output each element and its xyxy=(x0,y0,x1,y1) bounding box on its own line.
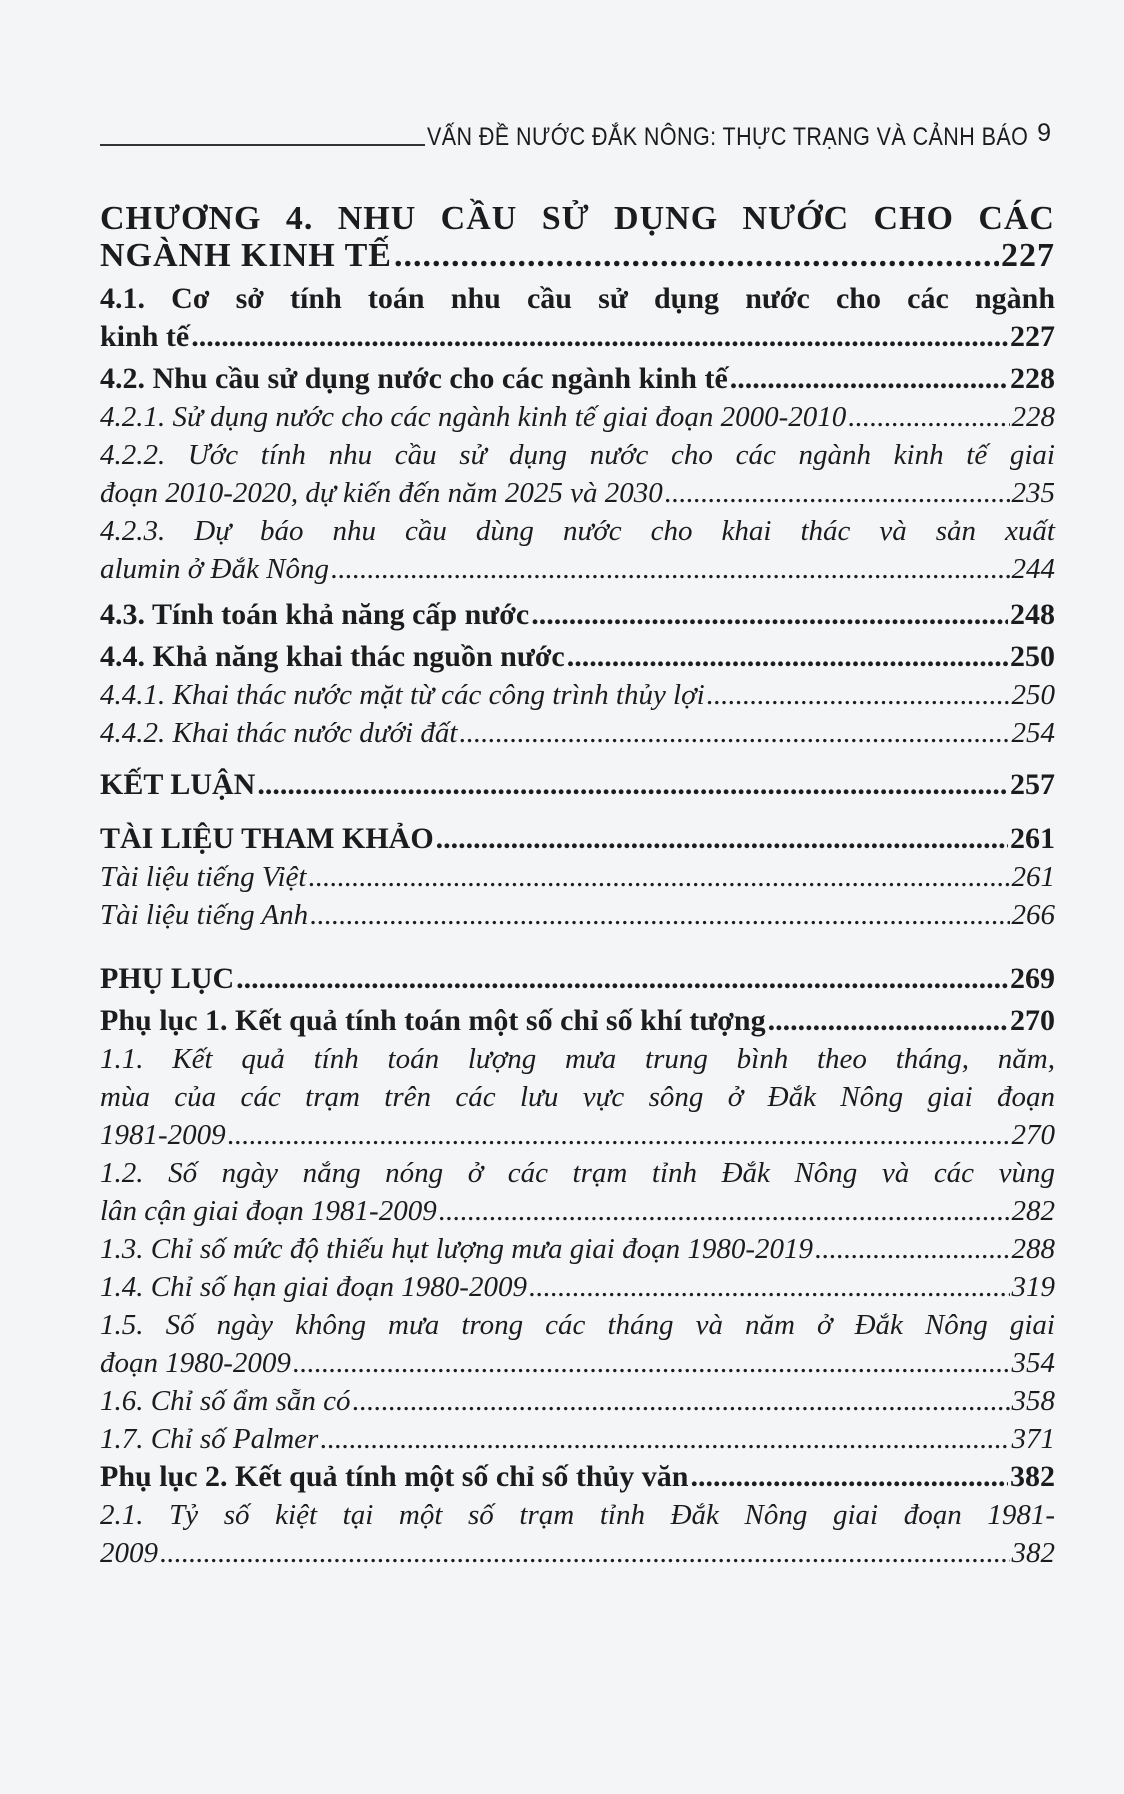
toc-page-number: 319 xyxy=(1011,1271,1055,1303)
toc-entry-line xyxy=(100,1002,1055,1040)
toc-entry xyxy=(100,1420,1055,1458)
toc-entry-line xyxy=(100,960,1055,998)
toc-entry-line xyxy=(100,1230,1055,1268)
toc-entry xyxy=(100,398,1055,436)
toc-leader-dots xyxy=(310,896,1009,934)
toc-leader-dots xyxy=(320,1420,1009,1458)
toc-entry-title: 4.2.2. Ước tính nhu cầu sử dụng nước cho các ngành kinh tế giai xyxy=(100,439,1055,471)
toc-leader-dots xyxy=(160,1534,1010,1572)
toc-leader-dots xyxy=(730,360,1008,398)
toc-entry-title: 1.1. Kết quả tính toán lượng mưa trung bình theo tháng, năm, xyxy=(100,1043,1055,1075)
toc-entry-title: 4.2.1. Sử dụng nước cho các ngành kinh tế giai đoạn 2000-2010 xyxy=(100,401,847,433)
toc-leader-dots xyxy=(531,596,1008,634)
toc-entry-line xyxy=(100,638,1055,676)
toc-entry-line xyxy=(100,1268,1055,1306)
toc-page-number: 227 xyxy=(1001,237,1055,274)
toc-entry-line xyxy=(100,1344,1055,1382)
toc-entry-title: kinh tế xyxy=(100,320,190,353)
toc-entry-line xyxy=(100,858,1055,896)
toc-page-number: 354 xyxy=(1011,1347,1055,1379)
toc-entry xyxy=(100,820,1055,858)
toc-leader-dots xyxy=(459,714,1009,752)
toc-entry-line xyxy=(100,474,1055,512)
running-header xyxy=(100,112,1055,152)
toc-entry-title: PHỤ LỤC xyxy=(100,962,235,995)
toc-entry-line xyxy=(100,676,1055,714)
toc-entry-title: 1.4. Chỉ số hạn giai đoạn 1980-2009 xyxy=(100,1271,527,1303)
toc-entry-title: đoạn 2010-2020, dự kiến đến năm 2025 và 2030 xyxy=(100,477,663,509)
toc-entry-line xyxy=(100,1420,1055,1458)
toc-leader-dots xyxy=(236,960,1008,998)
toc-leader-dots xyxy=(848,398,1009,436)
toc-page-number: 248 xyxy=(1010,598,1055,631)
toc-page-number: 254 xyxy=(1011,717,1055,749)
toc-entry-line xyxy=(100,512,1055,550)
toc-entry-title: 1.5. Số ngày không mưa trong các tháng và năm ở Đắk Nông giai xyxy=(100,1309,1055,1341)
toc-entry-line xyxy=(100,1154,1055,1192)
toc-entry-title: NGÀNH KINH TẾ xyxy=(100,237,392,274)
toc-entry-title: KẾT LUẬN xyxy=(100,768,256,801)
toc-entry-line xyxy=(100,766,1055,804)
toc-entry xyxy=(100,1154,1055,1230)
toc-entry-title: 1.3. Chỉ số mức độ thiếu hụt lượng mưa giai đoạn 1980-2019 xyxy=(100,1233,813,1265)
toc-entry xyxy=(100,1496,1055,1572)
toc-entry-title: 4.1. Cơ sở tính toán nhu cầu sử dụng nước cho các ngành xyxy=(100,282,1055,315)
toc-entry-line xyxy=(100,714,1055,752)
toc-entry xyxy=(100,858,1055,896)
toc-leader-dots xyxy=(293,1344,1010,1382)
toc-entry-title: 4.4.2. Khai thác nước dưới đất xyxy=(100,717,458,749)
header-page-number: 9 xyxy=(1037,119,1051,147)
toc-page-number: 250 xyxy=(1011,679,1055,711)
toc-entry xyxy=(100,1306,1055,1382)
toc-entry xyxy=(100,1382,1055,1420)
toc-entry-line xyxy=(100,1078,1055,1116)
toc-entry xyxy=(100,766,1055,804)
toc-page-number: 228 xyxy=(1011,401,1055,433)
toc-entry-line xyxy=(100,1192,1055,1230)
toc-entry xyxy=(100,896,1055,934)
toc-entry xyxy=(100,638,1055,676)
toc-entry-line xyxy=(100,1040,1055,1078)
toc-page-number: 282 xyxy=(1011,1195,1055,1227)
toc-page-number: 227 xyxy=(1010,320,1055,353)
toc-entry-line xyxy=(100,596,1055,634)
toc-entry-title: 1.6. Chỉ số ẩm sẵn có xyxy=(100,1385,351,1417)
toc-entry-title: alumin ở Đắk Nông xyxy=(100,553,329,585)
toc-entry-title: 4.3. Tính toán khả năng cấp nước xyxy=(100,598,530,631)
toc-entry-title: 2.1. Tỷ số kiệt tại một số trạm tỉnh Đắk Nông giai đoạn 1981- xyxy=(100,1499,1055,1531)
toc-entry xyxy=(100,1268,1055,1306)
toc-page-number: 228 xyxy=(1010,362,1055,395)
toc-page-number: 270 xyxy=(1011,1119,1055,1151)
toc-entry xyxy=(100,360,1055,398)
header-title: VẤN ĐỀ NƯỚC ĐẮK NÔNG: THỰC TRẠNG VÀ CẢNH BÁO xyxy=(427,123,1029,151)
toc-entry-line xyxy=(100,318,1055,356)
toc-leader-dots xyxy=(331,550,1010,588)
toc-entry-line xyxy=(100,280,1055,318)
header-rule xyxy=(100,144,425,146)
toc-leader-dots xyxy=(768,1002,1008,1040)
toc-entry-title: đoạn 1980-2009 xyxy=(100,1347,291,1379)
toc-leader-dots xyxy=(707,676,1010,714)
toc-entry-title: Phụ lục 2. Kết quả tính một số chỉ số thủy văn xyxy=(100,1460,689,1493)
toc-entry-title: Tài liệu tiếng Anh xyxy=(100,899,309,931)
toc-entry-title: 1981-2009 xyxy=(100,1119,226,1151)
toc-entry-line xyxy=(100,1382,1055,1420)
toc-entry xyxy=(100,960,1055,998)
toc-entry-title: 1.2. Số ngày nắng nóng ở các trạm tỉnh Đắk Nông và các vùng xyxy=(100,1157,1055,1189)
toc-leader-dots xyxy=(394,237,999,274)
toc-leader-dots xyxy=(815,1230,1010,1268)
toc-entry-title: 4.2. Nhu cầu sử dụng nước cho các ngành kinh tế xyxy=(100,362,728,395)
toc-leader-dots xyxy=(690,1458,1008,1496)
toc-entry-line xyxy=(100,436,1055,474)
toc-entry xyxy=(100,1458,1055,1496)
toc-page-number: 382 xyxy=(1010,1460,1055,1493)
toc-entry xyxy=(100,280,1055,356)
toc-page-number: 382 xyxy=(1011,1537,1055,1569)
toc-page-number: 244 xyxy=(1011,553,1055,585)
toc-entry-title: lân cận giai đoạn 1981-2009 xyxy=(100,1195,437,1227)
toc-leader-dots xyxy=(308,858,1009,896)
toc-entry-line xyxy=(100,1458,1055,1496)
toc-page-number: 261 xyxy=(1011,861,1055,893)
toc-entry xyxy=(100,1002,1055,1040)
toc-entry-line xyxy=(100,1534,1055,1572)
toc-page-number: 358 xyxy=(1011,1385,1055,1417)
toc-page-number: 371 xyxy=(1011,1423,1055,1455)
toc-leader-dots xyxy=(191,318,1008,356)
toc-entry xyxy=(100,1230,1055,1268)
toc-entry-title: 4.2.3. Dự báo nhu cầu dùng nước cho khai thác và sản xuất xyxy=(100,515,1055,547)
toc-entry-title: mùa của các trạm trên các lưu vực sông ở Đắk Nông giai đoạn xyxy=(100,1081,1055,1113)
toc-leader-dots xyxy=(257,766,1008,804)
toc-entry-line xyxy=(100,398,1055,436)
toc-entry-title: 2009 xyxy=(100,1537,158,1569)
toc-page-number: 261 xyxy=(1010,822,1055,855)
toc-entry xyxy=(100,596,1055,634)
toc-entry-line xyxy=(100,1306,1055,1344)
toc-page-number: 269 xyxy=(1010,962,1055,995)
toc-page-number: 257 xyxy=(1010,768,1055,801)
toc-entry-line xyxy=(100,237,1055,274)
toc-entry xyxy=(100,436,1055,512)
toc-entry xyxy=(100,200,1055,274)
toc-entry xyxy=(100,676,1055,714)
table-of-contents xyxy=(100,200,1055,1572)
toc-entry-line xyxy=(100,820,1055,858)
toc-entry-line xyxy=(100,1496,1055,1534)
toc-page-number: 266 xyxy=(1011,899,1055,931)
toc-leader-dots xyxy=(228,1116,1010,1154)
toc-page-number: 288 xyxy=(1011,1233,1055,1265)
toc-leader-dots xyxy=(436,820,1008,858)
toc-entry-line xyxy=(100,200,1055,237)
toc-entry-title: 4.4. Khả năng khai thác nguồn nước xyxy=(100,640,565,673)
toc-page-number: 250 xyxy=(1010,640,1055,673)
toc-entry xyxy=(100,512,1055,588)
toc-entry-line xyxy=(100,550,1055,588)
toc-entry-title: Tài liệu tiếng Việt xyxy=(100,861,307,893)
toc-leader-dots xyxy=(567,638,1008,676)
toc-entry-title: 4.4.1. Khai thác nước mặt từ các công trình thủy lợi xyxy=(100,679,705,711)
toc-entry-title: Phụ lục 1. Kết quả tính toán một số chỉ số khí tượng xyxy=(100,1004,766,1037)
toc-leader-dots xyxy=(529,1268,1010,1306)
toc-entry-line xyxy=(100,360,1055,398)
toc-page-number: 235 xyxy=(1011,477,1055,509)
toc-entry-title: TÀI LIỆU THAM KHẢO xyxy=(100,822,434,855)
toc-entry xyxy=(100,714,1055,752)
toc-page-number: 270 xyxy=(1010,1004,1055,1037)
toc-entry-line xyxy=(100,1116,1055,1154)
toc-leader-dots xyxy=(439,1192,1010,1230)
toc-leader-dots xyxy=(665,474,1010,512)
toc-leader-dots xyxy=(353,1382,1010,1420)
toc-entry-title: 1.7. Chỉ số Palmer xyxy=(100,1423,319,1455)
toc-entry-title: CHƯƠNG 4. NHU CẦU SỬ DỤNG NƯỚC CHO CÁC xyxy=(100,200,1055,237)
toc-entry-line xyxy=(100,896,1055,934)
toc-entry xyxy=(100,1040,1055,1154)
